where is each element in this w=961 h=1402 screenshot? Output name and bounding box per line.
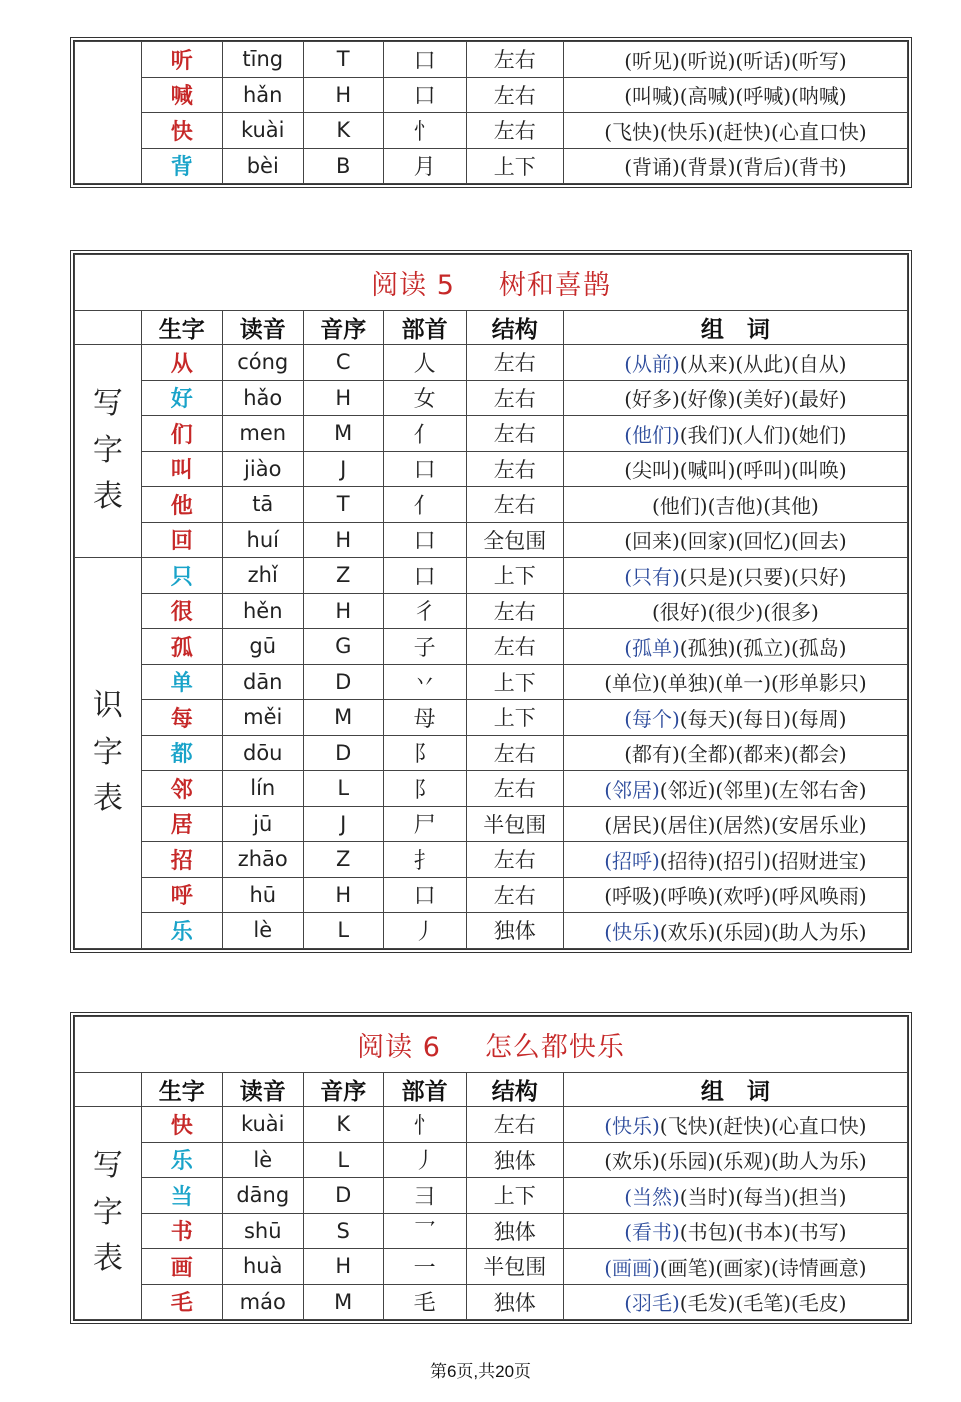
word-list: (背诵)(背景)(背后)(背书): [624, 155, 847, 180]
table-row: [75, 806, 908, 842]
pinyin: dān: [222, 664, 303, 700]
word-list: (尖叫)(喊叫)(呼叫)(叫唤): [624, 458, 847, 483]
word-group: [563, 700, 907, 736]
structure: 左右: [466, 1107, 563, 1143]
pinyin: dōu: [222, 735, 303, 771]
pinyin: hǎn: [222, 77, 303, 113]
pinyin: jiào: [222, 451, 303, 487]
column-header: 读音: [222, 311, 303, 345]
structure: 左右: [466, 877, 563, 913]
word-list: (单位)(单独)(单一)(形单影只): [604, 671, 867, 696]
group-label-char: 表: [92, 1241, 123, 1277]
table-row: [75, 148, 908, 184]
phonetic-order: J: [303, 806, 383, 842]
phonetic-order: K: [303, 113, 383, 149]
radical: 人: [383, 345, 466, 381]
word-group: [563, 771, 907, 807]
table-row: [75, 771, 908, 807]
character: 只: [141, 558, 222, 594]
character: 每: [141, 700, 222, 736]
group-label: [75, 345, 142, 558]
word-list: (很好)(很少)(很多): [652, 600, 819, 625]
group-label: [75, 558, 142, 949]
structure: 左右: [466, 380, 563, 416]
group-label-char: 写: [92, 1148, 123, 1184]
phonetic-order: C: [303, 345, 383, 381]
phonetic-order: H: [303, 1249, 383, 1285]
phonetic-order: S: [303, 1213, 383, 1249]
column-header: 结构: [466, 311, 563, 345]
group-label-char: 写: [92, 386, 123, 422]
table-title-row: [75, 255, 908, 311]
structure: 左右: [466, 771, 563, 807]
table-title: [75, 1017, 908, 1073]
word-group: [563, 1142, 907, 1178]
table-row: [75, 345, 908, 381]
character: 乐: [141, 913, 222, 949]
character: 书: [141, 1213, 222, 1249]
radical: 尸: [383, 806, 466, 842]
pinyin: jū: [222, 806, 303, 842]
character: 孤: [141, 629, 222, 665]
phonetic-order: H: [303, 522, 383, 558]
pinyin: měi: [222, 700, 303, 736]
table-row: [75, 1249, 908, 1285]
table-row: [75, 664, 908, 700]
radical: 一: [383, 1249, 466, 1285]
word-list: (只有)(只是)(只要)(只好): [624, 564, 847, 589]
word-group: [563, 1178, 907, 1214]
phonetic-order: H: [303, 77, 383, 113]
word-table: [74, 1016, 908, 1320]
word-list: (画画)(画笔)(画家)(诗情画意): [604, 1255, 867, 1280]
radical: 亻: [383, 416, 466, 452]
table-row: [75, 700, 908, 736]
group-label: [75, 1107, 142, 1320]
pinyin: shū: [222, 1213, 303, 1249]
character: 邻: [141, 771, 222, 807]
phonetic-order: G: [303, 629, 383, 665]
character: 当: [141, 1178, 222, 1214]
word-list: (好多)(好像)(美好)(最好): [624, 387, 847, 412]
column-header: 音序: [303, 1073, 383, 1107]
group-label-char: 字: [92, 432, 123, 468]
structure: 上下: [466, 664, 563, 700]
table-row: [75, 380, 908, 416]
radical: 忄: [383, 113, 466, 149]
phonetic-order: H: [303, 593, 383, 629]
word-list: (他们)(我们)(人们)(她们): [624, 422, 847, 447]
reading-number: 阅读 5: [371, 270, 455, 301]
column-header: 组 词: [563, 1073, 907, 1107]
table-continued: [70, 37, 912, 188]
structure: 上下: [466, 148, 563, 184]
column-header: 组 词: [563, 311, 907, 345]
pinyin: máo: [222, 1284, 303, 1320]
table-row: [75, 558, 908, 594]
table-reading-5: [70, 250, 912, 953]
phonetic-order: B: [303, 148, 383, 184]
pinyin: zhǐ: [222, 558, 303, 594]
pinyin: bèi: [222, 148, 303, 184]
word-group: [563, 380, 907, 416]
character: 喊: [141, 77, 222, 113]
table-row: [75, 735, 908, 771]
pinyin: zhāo: [222, 842, 303, 878]
structure: 左右: [466, 842, 563, 878]
column-header: 音序: [303, 311, 383, 345]
word-group: [563, 522, 907, 558]
character: 快: [141, 1107, 222, 1143]
character: 叫: [141, 451, 222, 487]
column-header: 部首: [383, 1073, 466, 1107]
column-header: 结构: [466, 1073, 563, 1107]
phonetic-order: H: [303, 380, 383, 416]
table-row: [75, 913, 908, 949]
radical: 母: [383, 700, 466, 736]
character: 呼: [141, 877, 222, 913]
radical: 口: [383, 42, 466, 78]
word-table: [74, 254, 908, 949]
group-label-char: 字: [92, 734, 123, 770]
table-title-row: [75, 1017, 908, 1073]
table-row: [75, 487, 908, 523]
column-header: 部首: [383, 311, 466, 345]
pinyin: tā: [222, 487, 303, 523]
structure: 独体: [466, 1142, 563, 1178]
word-group: [563, 1213, 907, 1249]
word-group: [563, 735, 907, 771]
header-corner: [75, 1073, 142, 1107]
word-list: (招呼)(招待)(招引)(招财进宝): [604, 848, 867, 873]
structure: 左右: [466, 451, 563, 487]
structure: 左右: [466, 629, 563, 665]
table-title: [75, 255, 908, 311]
radical: 丿: [383, 913, 466, 949]
structure: 上下: [466, 1178, 563, 1214]
word-list: (羽毛)(毛发)(毛笔)(毛皮): [624, 1291, 847, 1316]
structure: 独体: [466, 1213, 563, 1249]
word-list: (都有)(全都)(都来)(都会): [624, 742, 847, 767]
table-row: [75, 593, 908, 629]
pinyin: tīng: [222, 42, 303, 78]
word-list: (飞快)(快乐)(赶快)(心直口快): [604, 119, 867, 144]
radical: 毛: [383, 1284, 466, 1320]
radical: 子: [383, 629, 466, 665]
character: 都: [141, 735, 222, 771]
radical: 口: [383, 877, 466, 913]
pinyin: hū: [222, 877, 303, 913]
character: 背: [141, 148, 222, 184]
word-group: [563, 913, 907, 949]
word-group: [563, 877, 907, 913]
table-row: [75, 1178, 908, 1214]
radical: 阝: [383, 735, 466, 771]
word-group: [563, 77, 907, 113]
table-row: [75, 1213, 908, 1249]
word-table: [74, 41, 908, 184]
radical: 阝: [383, 771, 466, 807]
table-row: [75, 842, 908, 878]
structure: 半包围: [466, 806, 563, 842]
radical: 丷: [383, 664, 466, 700]
phonetic-order: L: [303, 1142, 383, 1178]
phonetic-order: L: [303, 771, 383, 807]
group-label-char: 识: [92, 688, 123, 723]
word-list: (快乐)(欢乐)(乐园)(助人为乐): [604, 919, 867, 944]
character: 们: [141, 416, 222, 452]
phonetic-order: D: [303, 664, 383, 700]
pinyin: kuài: [222, 113, 303, 149]
pinyin: cóng: [222, 345, 303, 381]
pinyin: gū: [222, 629, 303, 665]
structure: 左右: [466, 487, 563, 523]
structure: 上下: [466, 558, 563, 594]
reading-number: 阅读 6: [357, 1032, 441, 1063]
radical: 口: [383, 77, 466, 113]
character: 单: [141, 664, 222, 700]
phonetic-order: H: [303, 877, 383, 913]
pinyin: dāng: [222, 1178, 303, 1214]
structure: 左右: [466, 345, 563, 381]
table-reading-6: [70, 1012, 912, 1324]
phonetic-order: M: [303, 700, 383, 736]
word-list: (看书)(书包)(书本)(书写): [624, 1220, 847, 1245]
word-group: [563, 842, 907, 878]
pinyin: lín: [222, 771, 303, 807]
pinyin: lè: [222, 913, 303, 949]
phonetic-order: Z: [303, 558, 383, 594]
word-group: [563, 806, 907, 842]
phonetic-order: D: [303, 1178, 383, 1214]
word-group: [563, 113, 907, 149]
table-row: [75, 1107, 908, 1143]
word-group: [563, 1249, 907, 1285]
radical: 彳: [383, 593, 466, 629]
phonetic-order: T: [303, 42, 383, 78]
radical: 女: [383, 380, 466, 416]
table-row: [75, 416, 908, 452]
phonetic-order: J: [303, 451, 383, 487]
word-list: (呼吸)(呼唤)(欢呼)(呼风唤雨): [604, 884, 867, 909]
structure: 左右: [466, 735, 563, 771]
table-row: [75, 1142, 908, 1178]
radical: 丿: [383, 1142, 466, 1178]
word-list: (邻居)(邻近)(邻里)(左邻右舍): [604, 777, 867, 802]
table-row: [75, 42, 908, 78]
character: 招: [141, 842, 222, 878]
column-header: 生字: [141, 311, 222, 345]
column-header: 读音: [222, 1073, 303, 1107]
structure: 左右: [466, 416, 563, 452]
character: 画: [141, 1249, 222, 1285]
word-list: (欢乐)(乐园)(乐观)(助人为乐): [604, 1149, 867, 1174]
group-label: [75, 42, 142, 184]
group-label-char: 表: [92, 479, 123, 515]
word-list: (他们)(吉他)(其他): [652, 493, 819, 518]
page-footer: 第6页,共20页: [429, 1362, 532, 1381]
radical: 扌: [383, 842, 466, 878]
group-label-char: 表: [92, 781, 123, 816]
radical: 彐: [383, 1178, 466, 1214]
header-corner: [75, 311, 142, 345]
word-group: [563, 416, 907, 452]
character: 回: [141, 522, 222, 558]
pinyin: huà: [222, 1249, 303, 1285]
pinyin: men: [222, 416, 303, 452]
word-group: [563, 148, 907, 184]
word-group: [563, 664, 907, 700]
phonetic-order: K: [303, 1107, 383, 1143]
table-row: [75, 113, 908, 149]
word-group: [563, 629, 907, 665]
character: 乐: [141, 1142, 222, 1178]
table-row: [75, 629, 908, 665]
pinyin: huí: [222, 522, 303, 558]
phonetic-order: D: [303, 735, 383, 771]
header-row: [75, 311, 908, 345]
radical: 乛: [383, 1213, 466, 1249]
structure: 独体: [466, 1284, 563, 1320]
header-row: [75, 1073, 908, 1107]
pinyin: lè: [222, 1142, 303, 1178]
table-row: [75, 77, 908, 113]
character: 快: [141, 113, 222, 149]
character: 很: [141, 593, 222, 629]
structure: 独体: [466, 913, 563, 949]
word-list: (快乐)(飞快)(赶快)(心直口快): [604, 1113, 867, 1138]
radical: 口: [383, 558, 466, 594]
table-row: [75, 1284, 908, 1320]
pinyin: hǎo: [222, 380, 303, 416]
radical: 口: [383, 522, 466, 558]
structure: 半包围: [466, 1249, 563, 1285]
phonetic-order: Z: [303, 842, 383, 878]
character: 他: [141, 487, 222, 523]
word-list: (每个)(每天)(每日)(每周): [624, 706, 847, 731]
structure: 上下: [466, 700, 563, 736]
phonetic-order: T: [303, 487, 383, 523]
word-group: [563, 487, 907, 523]
structure: 左右: [466, 113, 563, 149]
word-group: [563, 345, 907, 381]
phonetic-order: M: [303, 416, 383, 452]
word-list: (当然)(当时)(每当)(担当): [624, 1184, 847, 1209]
character: 毛: [141, 1284, 222, 1320]
group-label-char: 字: [92, 1194, 123, 1230]
character: 好: [141, 380, 222, 416]
structure: 左右: [466, 42, 563, 78]
word-list: (叫喊)(高喊)(呼喊)(呐喊): [624, 84, 847, 109]
phonetic-order: L: [303, 913, 383, 949]
table-row: [75, 877, 908, 913]
structure: 左右: [466, 77, 563, 113]
structure: 全包围: [466, 522, 563, 558]
table-row: [75, 522, 908, 558]
word-group: [563, 451, 907, 487]
lesson-title: 树和喜鹊: [498, 270, 611, 301]
word-group: [563, 558, 907, 594]
word-group: [563, 593, 907, 629]
phonetic-order: M: [303, 1284, 383, 1320]
radical: 忄: [383, 1107, 466, 1143]
word-group: [563, 42, 907, 78]
pinyin: kuài: [222, 1107, 303, 1143]
character: 从: [141, 345, 222, 381]
radical: 月: [383, 148, 466, 184]
word-list: (听见)(听说)(听话)(听写): [624, 48, 847, 73]
pinyin: hěn: [222, 593, 303, 629]
word-group: [563, 1284, 907, 1320]
table-row: [75, 451, 908, 487]
structure: 左右: [466, 593, 563, 629]
word-list: (回来)(回家)(回忆)(回去): [624, 529, 847, 554]
lesson-title: 怎么都快乐: [484, 1032, 625, 1063]
word-list: (孤单)(孤独)(孤立)(孤岛): [624, 635, 847, 660]
character: 居: [141, 806, 222, 842]
radical: 口: [383, 451, 466, 487]
word-group: [563, 1107, 907, 1143]
word-list: (从前)(从来)(从此)(自从): [624, 351, 847, 376]
word-list: (居民)(居住)(居然)(安居乐业): [604, 813, 867, 838]
character: 听: [141, 42, 222, 78]
radical: 亻: [383, 487, 466, 523]
column-header: 生字: [141, 1073, 222, 1107]
